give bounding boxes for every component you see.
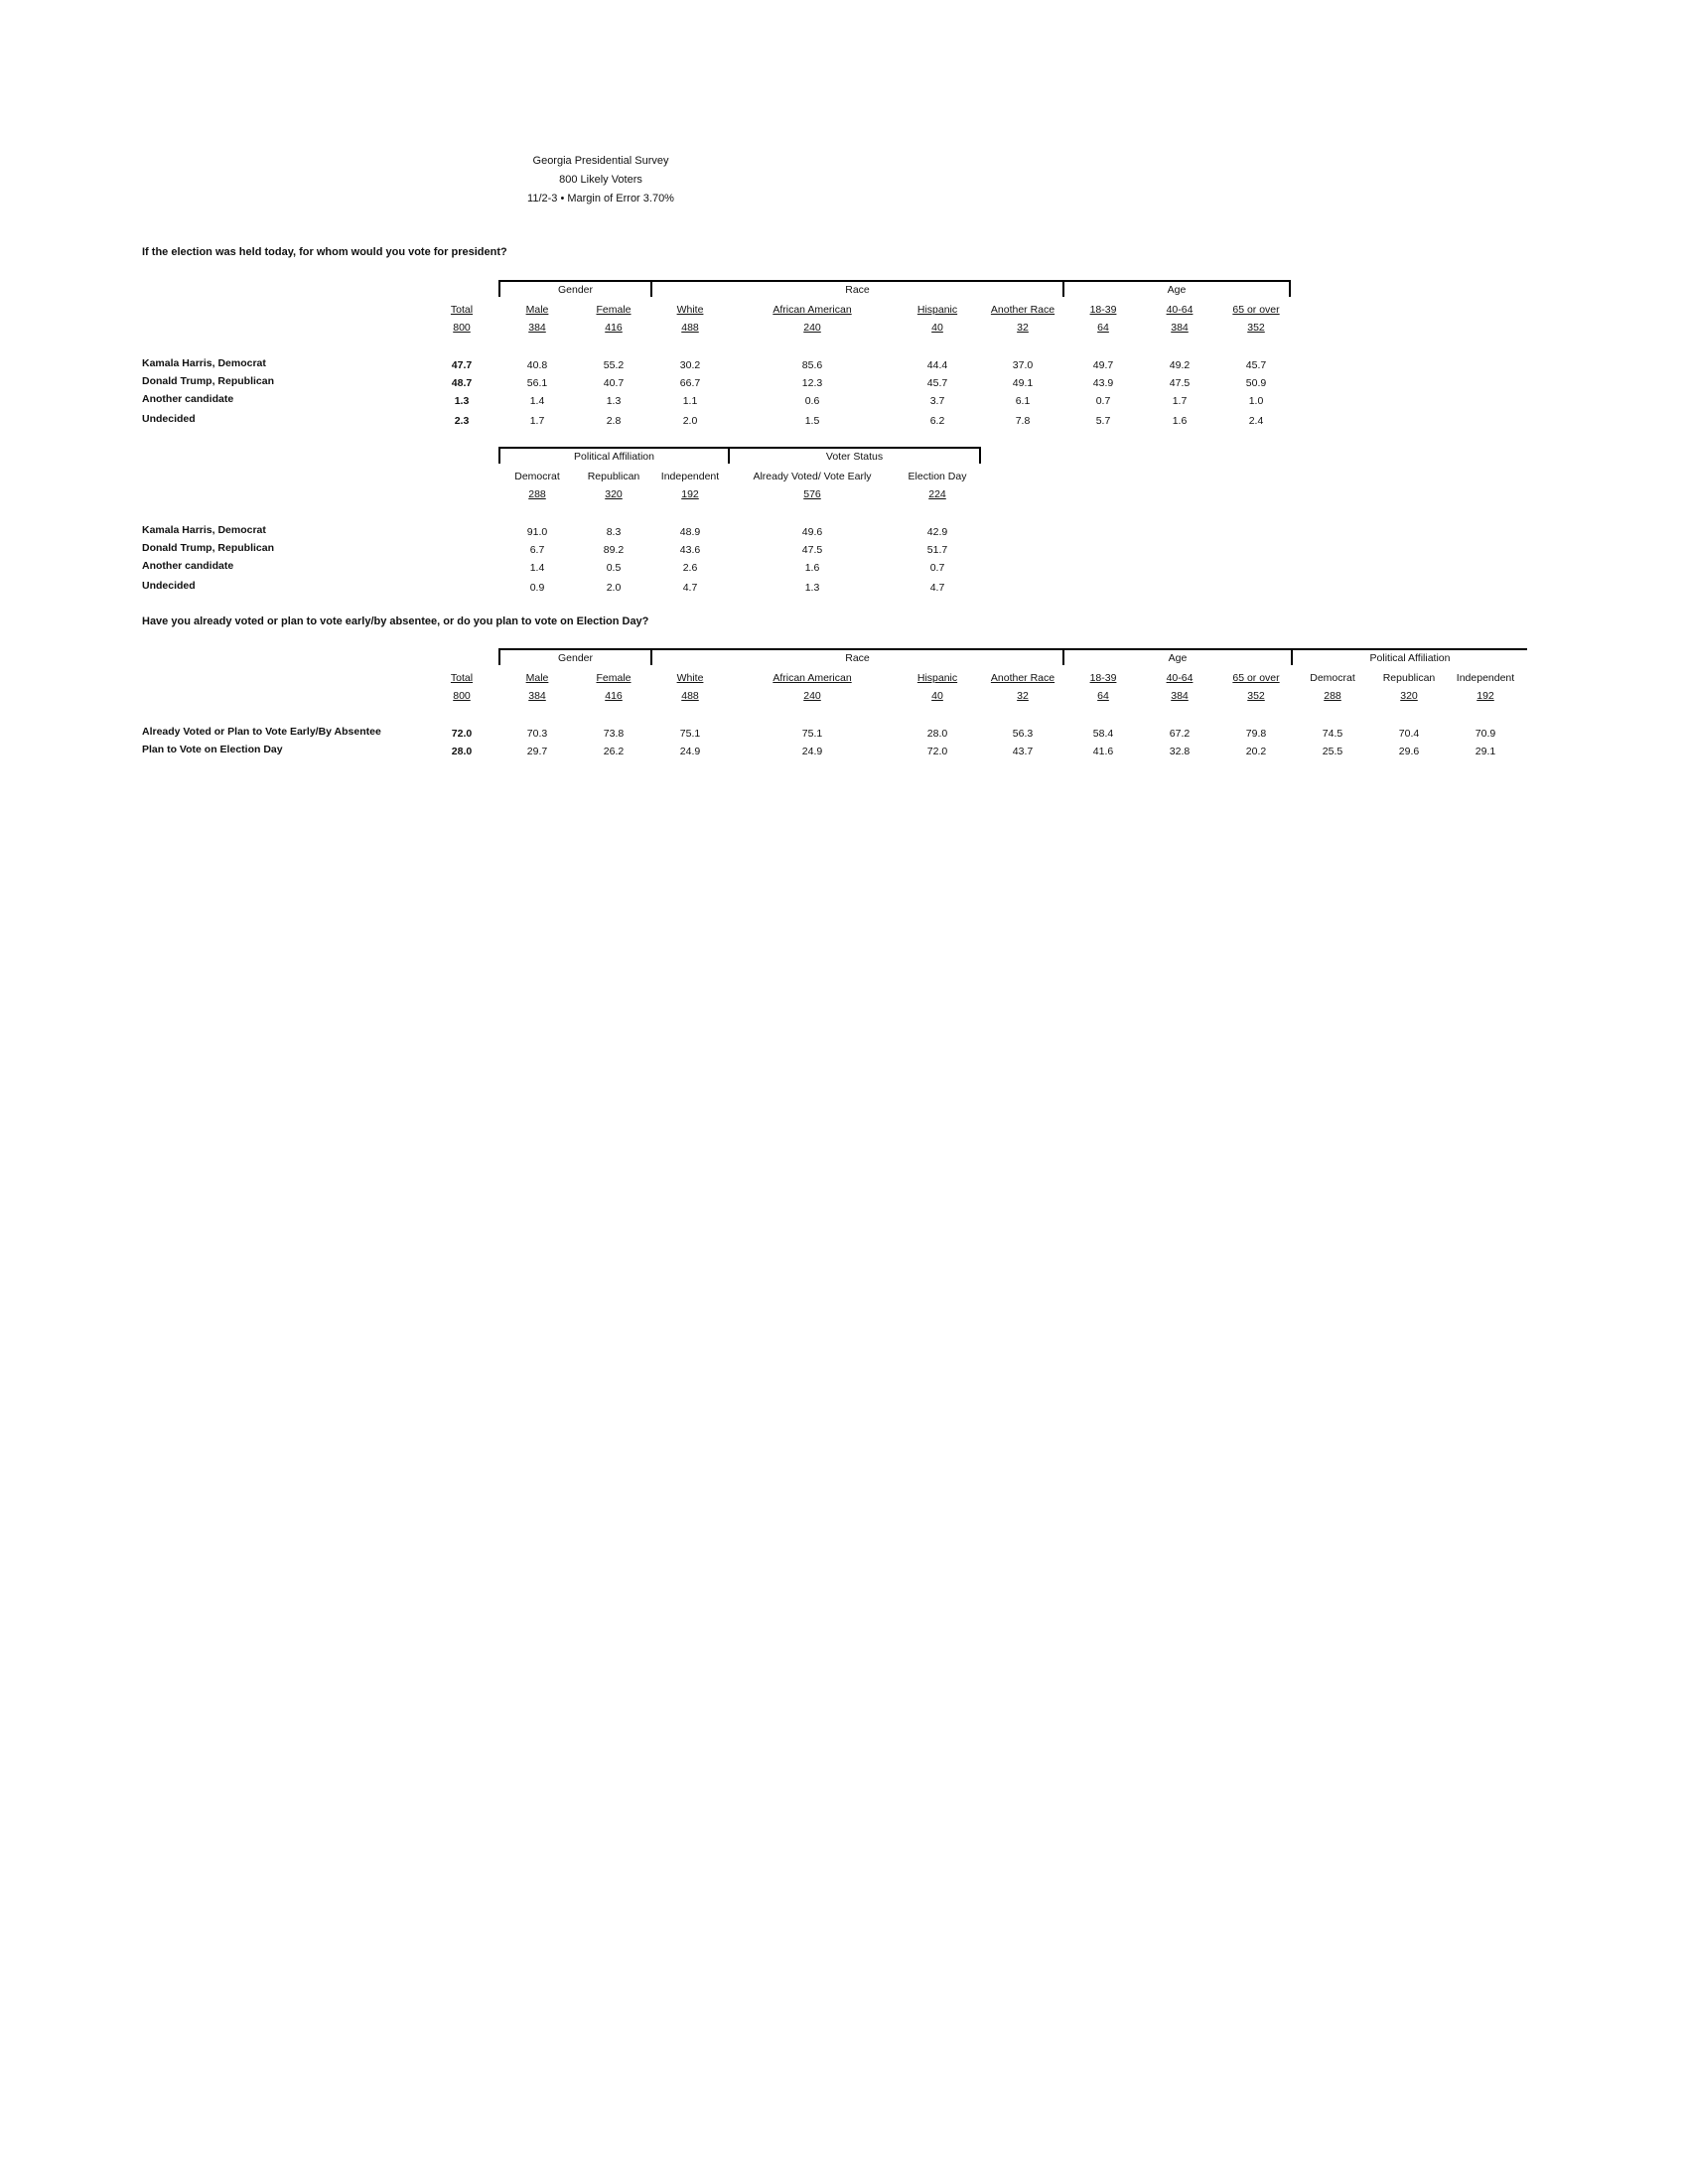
n-65-or-over: 352 <box>1247 322 1265 334</box>
cell-40-64: 1.6 <box>1172 415 1188 427</box>
cell-female: 1.3 <box>606 395 622 407</box>
col-label-18-39: 18-39 <box>1089 672 1117 684</box>
cell-independent: 29.1 <box>1475 746 1496 757</box>
cell-hispanic: 44.4 <box>926 359 948 371</box>
cell-hispanic: 28.0 <box>926 728 948 740</box>
cell-another-race: 43.7 <box>1012 746 1034 757</box>
n-total: 800 <box>453 322 471 334</box>
n-african-american: 240 <box>803 690 821 702</box>
row-label-harris: Kamala Harris, Democrat <box>142 524 266 536</box>
cell-total: 47.7 <box>451 359 473 371</box>
group-header-political-affiliation: Political Affiliation <box>498 447 728 464</box>
n-40-64: 384 <box>1171 690 1189 702</box>
cell-male: 70.3 <box>526 728 548 740</box>
cell-40-64: 32.8 <box>1169 746 1191 757</box>
row-label-undecided: Undecided <box>142 580 196 592</box>
n-40-64: 384 <box>1171 322 1189 334</box>
n-18-39: 64 <box>1097 322 1109 334</box>
group-header-race: Race <box>650 648 1062 665</box>
cell-65-or-over: 1.0 <box>1248 395 1264 407</box>
cell-democrat: 1.4 <box>529 562 545 574</box>
cell-republican: 89.2 <box>603 544 625 556</box>
group-header-gender: Gender <box>498 280 650 297</box>
col-label-republican: Republican <box>587 471 640 482</box>
cell-african-american: 0.6 <box>804 395 820 407</box>
cell-republican: 0.5 <box>606 562 622 574</box>
n-independent: 192 <box>681 488 699 500</box>
cell-democrat: 91.0 <box>526 526 548 538</box>
n-female: 416 <box>605 322 623 334</box>
cell-65-or-over: 2.4 <box>1248 415 1264 427</box>
cell-white: 24.9 <box>679 746 701 757</box>
cell-total: 48.7 <box>451 377 473 389</box>
col-label-male: Male <box>525 304 549 316</box>
group-header-age: Age <box>1062 280 1291 297</box>
cell-election-day: 4.7 <box>929 582 945 594</box>
cell-election-day: 42.9 <box>926 526 948 538</box>
cell-40-64: 47.5 <box>1169 377 1191 389</box>
n-female: 416 <box>605 690 623 702</box>
cell-already-voted: 1.6 <box>804 562 820 574</box>
col-label-18-39: 18-39 <box>1089 304 1117 316</box>
cell-female: 2.8 <box>606 415 622 427</box>
col-label-40-64: 40-64 <box>1166 304 1194 316</box>
n-african-american: 240 <box>803 322 821 334</box>
group-header-voter-status: Voter Status <box>728 447 981 464</box>
col-label-hispanic: Hispanic <box>916 304 958 316</box>
n-white: 488 <box>681 322 699 334</box>
col-label-independent: Independent <box>1456 672 1515 684</box>
cell-total: 1.3 <box>454 395 470 407</box>
cell-65-or-over: 79.8 <box>1245 728 1267 740</box>
cell-male: 1.7 <box>529 415 545 427</box>
cell-democrat: 25.5 <box>1322 746 1343 757</box>
row-label-harris: Kamala Harris, Democrat <box>142 357 266 369</box>
cell-election-day: 0.7 <box>929 562 945 574</box>
cell-independent: 2.6 <box>682 562 698 574</box>
cell-already-voted: 47.5 <box>801 544 823 556</box>
cell-hispanic: 6.2 <box>929 415 945 427</box>
cell-already-voted: 1.3 <box>804 582 820 594</box>
row-label-trump: Donald Trump, Republican <box>142 375 275 387</box>
col-label-hispanic: Hispanic <box>916 672 958 684</box>
cell-18-39: 49.7 <box>1092 359 1114 371</box>
cell-hispanic: 72.0 <box>926 746 948 757</box>
row-label-another-candidate: Another candidate <box>142 393 234 405</box>
row-label-another-candidate: Another candidate <box>142 560 234 572</box>
n-hispanic: 40 <box>931 322 943 334</box>
n-18-39: 64 <box>1097 690 1109 702</box>
col-label-another-race: Another Race <box>990 672 1055 684</box>
cell-total: 28.0 <box>451 746 473 757</box>
n-republican: 320 <box>1400 690 1418 702</box>
n-hispanic: 40 <box>931 690 943 702</box>
n-republican: 320 <box>605 488 623 500</box>
cell-40-64: 67.2 <box>1169 728 1191 740</box>
col-label-african-american: African American <box>773 672 852 684</box>
col-label-white: White <box>676 304 704 316</box>
cell-40-64: 1.7 <box>1172 395 1188 407</box>
cell-40-64: 49.2 <box>1169 359 1191 371</box>
cell-independent: 48.9 <box>679 526 701 538</box>
group-header-age: Age <box>1062 648 1291 665</box>
col-label-already-voted: Already Voted/ Vote Early <box>753 471 872 482</box>
question-1: If the election was held today, for whom would you vote for president? <box>142 246 507 258</box>
n-another-race: 32 <box>1017 690 1029 702</box>
n-male: 384 <box>528 690 546 702</box>
col-label-republican: Republican <box>1382 672 1436 684</box>
col-label-another-race: Another Race <box>990 304 1055 316</box>
cell-18-39: 0.7 <box>1095 395 1111 407</box>
cell-already-voted: 49.6 <box>801 526 823 538</box>
cell-female: 55.2 <box>603 359 625 371</box>
row-label-undecided: Undecided <box>142 413 196 425</box>
cell-another-race: 49.1 <box>1012 377 1034 389</box>
cell-white: 1.1 <box>682 395 698 407</box>
cell-election-day: 51.7 <box>926 544 948 556</box>
n-independent: 192 <box>1477 690 1494 702</box>
cell-white: 75.1 <box>679 728 701 740</box>
survey-subtitle: 800 Likely Voters <box>559 174 642 186</box>
cell-female: 40.7 <box>603 377 625 389</box>
col-label-40-64: 40-64 <box>1166 672 1194 684</box>
n-election-day: 224 <box>928 488 946 500</box>
group-header-gender: Gender <box>498 648 650 665</box>
cell-another-race: 7.8 <box>1015 415 1031 427</box>
cell-white: 66.7 <box>679 377 701 389</box>
n-total: 800 <box>453 690 471 702</box>
group-header-race: Race <box>650 280 1062 297</box>
cell-female: 26.2 <box>603 746 625 757</box>
cell-total: 72.0 <box>451 728 473 740</box>
cell-male: 29.7 <box>526 746 548 757</box>
survey-dates: 11/2-3 • Margin of Error 3.70% <box>527 193 674 205</box>
col-label-election-day: Election Day <box>908 471 967 482</box>
col-label-female: Female <box>596 304 632 316</box>
col-label-male: Male <box>525 672 549 684</box>
cell-republican: 29.6 <box>1398 746 1420 757</box>
cell-male: 1.4 <box>529 395 545 407</box>
col-label-female: Female <box>596 672 632 684</box>
cell-18-39: 41.6 <box>1092 746 1114 757</box>
col-label-65-or-over: 65 or over <box>1232 672 1280 684</box>
row-label-already-voted: Already Voted or Plan to Vote Early/By Absentee <box>142 726 381 738</box>
col-label-65-or-over: 65 or over <box>1232 304 1280 316</box>
survey-title: Georgia Presidential Survey <box>532 155 669 167</box>
cell-african-american: 24.9 <box>801 746 823 757</box>
cell-another-race: 6.1 <box>1015 395 1031 407</box>
cell-65-or-over: 50.9 <box>1245 377 1267 389</box>
cell-18-39: 43.9 <box>1092 377 1114 389</box>
cell-another-race: 37.0 <box>1012 359 1034 371</box>
col-label-independent: Independent <box>660 471 720 482</box>
cell-18-39: 5.7 <box>1095 415 1111 427</box>
cell-african-american: 1.5 <box>804 415 820 427</box>
cell-republican: 8.3 <box>606 526 622 538</box>
cell-independent: 70.9 <box>1475 728 1496 740</box>
cell-democrat: 6.7 <box>529 544 545 556</box>
cell-african-american: 12.3 <box>801 377 823 389</box>
n-white: 488 <box>681 690 699 702</box>
row-label-trump: Donald Trump, Republican <box>142 542 275 554</box>
cell-hispanic: 3.7 <box>929 395 945 407</box>
cell-independent: 4.7 <box>682 582 698 594</box>
n-65-or-over: 352 <box>1247 690 1265 702</box>
n-another-race: 32 <box>1017 322 1029 334</box>
cell-65-or-over: 20.2 <box>1245 746 1267 757</box>
cell-independent: 43.6 <box>679 544 701 556</box>
cell-democrat: 74.5 <box>1322 728 1343 740</box>
col-label-african-american: African American <box>773 304 852 316</box>
cell-white: 2.0 <box>682 415 698 427</box>
n-already-voted: 576 <box>803 488 821 500</box>
n-democrat: 288 <box>528 488 546 500</box>
cell-african-american: 75.1 <box>801 728 823 740</box>
cell-male: 56.1 <box>526 377 548 389</box>
col-label-democrat: Democrat <box>1310 672 1355 684</box>
row-label-election-day: Plan to Vote on Election Day <box>142 744 283 755</box>
n-democrat: 288 <box>1324 690 1341 702</box>
cell-another-race: 56.3 <box>1012 728 1034 740</box>
group-header-political-affiliation: Political Affiliation <box>1291 648 1527 665</box>
cell-65-or-over: 45.7 <box>1245 359 1267 371</box>
cell-republican: 70.4 <box>1398 728 1420 740</box>
cell-white: 30.2 <box>679 359 701 371</box>
col-label-total: Total <box>450 672 474 684</box>
n-male: 384 <box>528 322 546 334</box>
col-label-white: White <box>676 672 704 684</box>
cell-female: 73.8 <box>603 728 625 740</box>
cell-male: 40.8 <box>526 359 548 371</box>
cell-18-39: 58.4 <box>1092 728 1114 740</box>
col-label-democrat: Democrat <box>514 471 560 482</box>
col-label-total: Total <box>450 304 474 316</box>
cell-total: 2.3 <box>454 415 470 427</box>
cell-hispanic: 45.7 <box>926 377 948 389</box>
cell-democrat: 0.9 <box>529 582 545 594</box>
cell-african-american: 85.6 <box>801 359 823 371</box>
question-2: Have you already voted or plan to vote early/by absentee, or do you plan to vote on Election Day? <box>142 615 649 627</box>
cell-republican: 2.0 <box>606 582 622 594</box>
